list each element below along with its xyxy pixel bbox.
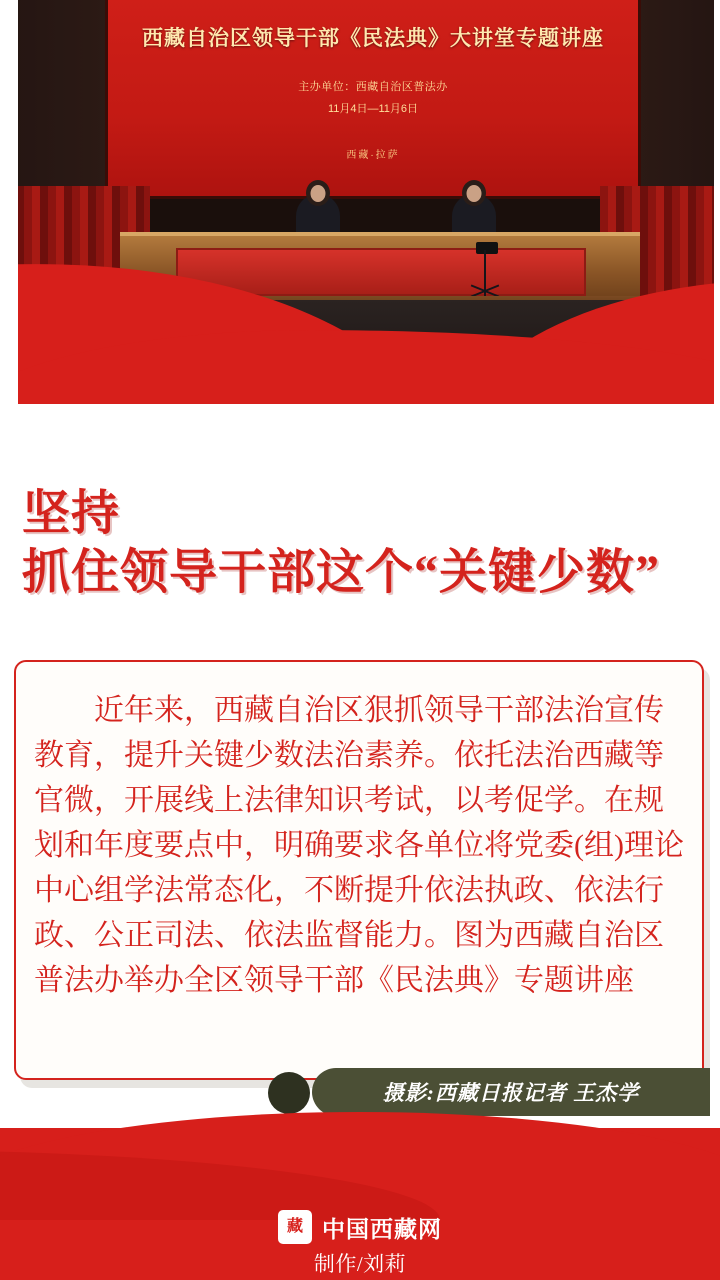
site-logo-icon: 藏 bbox=[278, 1210, 312, 1244]
screen-organizer-text: 主办单位：西藏自治区普法办 bbox=[298, 81, 448, 93]
conference-photo bbox=[0, 0, 720, 420]
video-camera-icon bbox=[476, 242, 498, 254]
stage-led-screen bbox=[108, 0, 638, 196]
screen-date-text: 11月4日—11月6日 bbox=[327, 103, 419, 115]
photo-credit-bar bbox=[312, 1068, 710, 1116]
site-name-label: 中国西藏网 bbox=[322, 1216, 442, 1242]
screen-title-text: 西藏自治区领导干部《民法典》大讲堂专题讲座 bbox=[142, 26, 604, 50]
header-photo bbox=[0, 0, 720, 420]
screen-location-text: 西藏·拉萨 bbox=[346, 150, 400, 161]
photo-bottom-white-strip bbox=[0, 404, 720, 420]
footer-brand-row bbox=[0, 1210, 720, 1244]
maker-credit-label: 制作/刘莉 bbox=[313, 1252, 407, 1276]
credit-dot-decoration bbox=[268, 1072, 310, 1114]
footer-block bbox=[0, 1210, 720, 1278]
photo-left-margin bbox=[0, 0, 18, 420]
headline-line-2: 抓住领导干部这个“关键少数” bbox=[22, 546, 661, 599]
photo-credit-text: 摄影:西藏日报记者 王杰学 bbox=[382, 1081, 640, 1105]
photo-right-margin bbox=[714, 0, 720, 420]
body-paragraph: 近年来，西藏自治区狠抓领导干部法治宣传教育，提升关键少数法治素养。依托法治西藏等官微，开展线上法律知识考试，以考促学。在规划和年度要点中，明确要求各单位将党委(组)理论中心组学法常态化，不断提升依法执政、依法行政、公正司法、依法监督能力。图为西藏自治区普法办举办全区领导干部《民法典》专题讲座 bbox=[34, 694, 684, 997]
body-text-card bbox=[14, 660, 704, 1080]
person-face bbox=[467, 185, 482, 202]
person-face bbox=[311, 185, 326, 202]
headline-block bbox=[22, 486, 702, 604]
headline-line-1: 坚持 bbox=[22, 487, 121, 540]
